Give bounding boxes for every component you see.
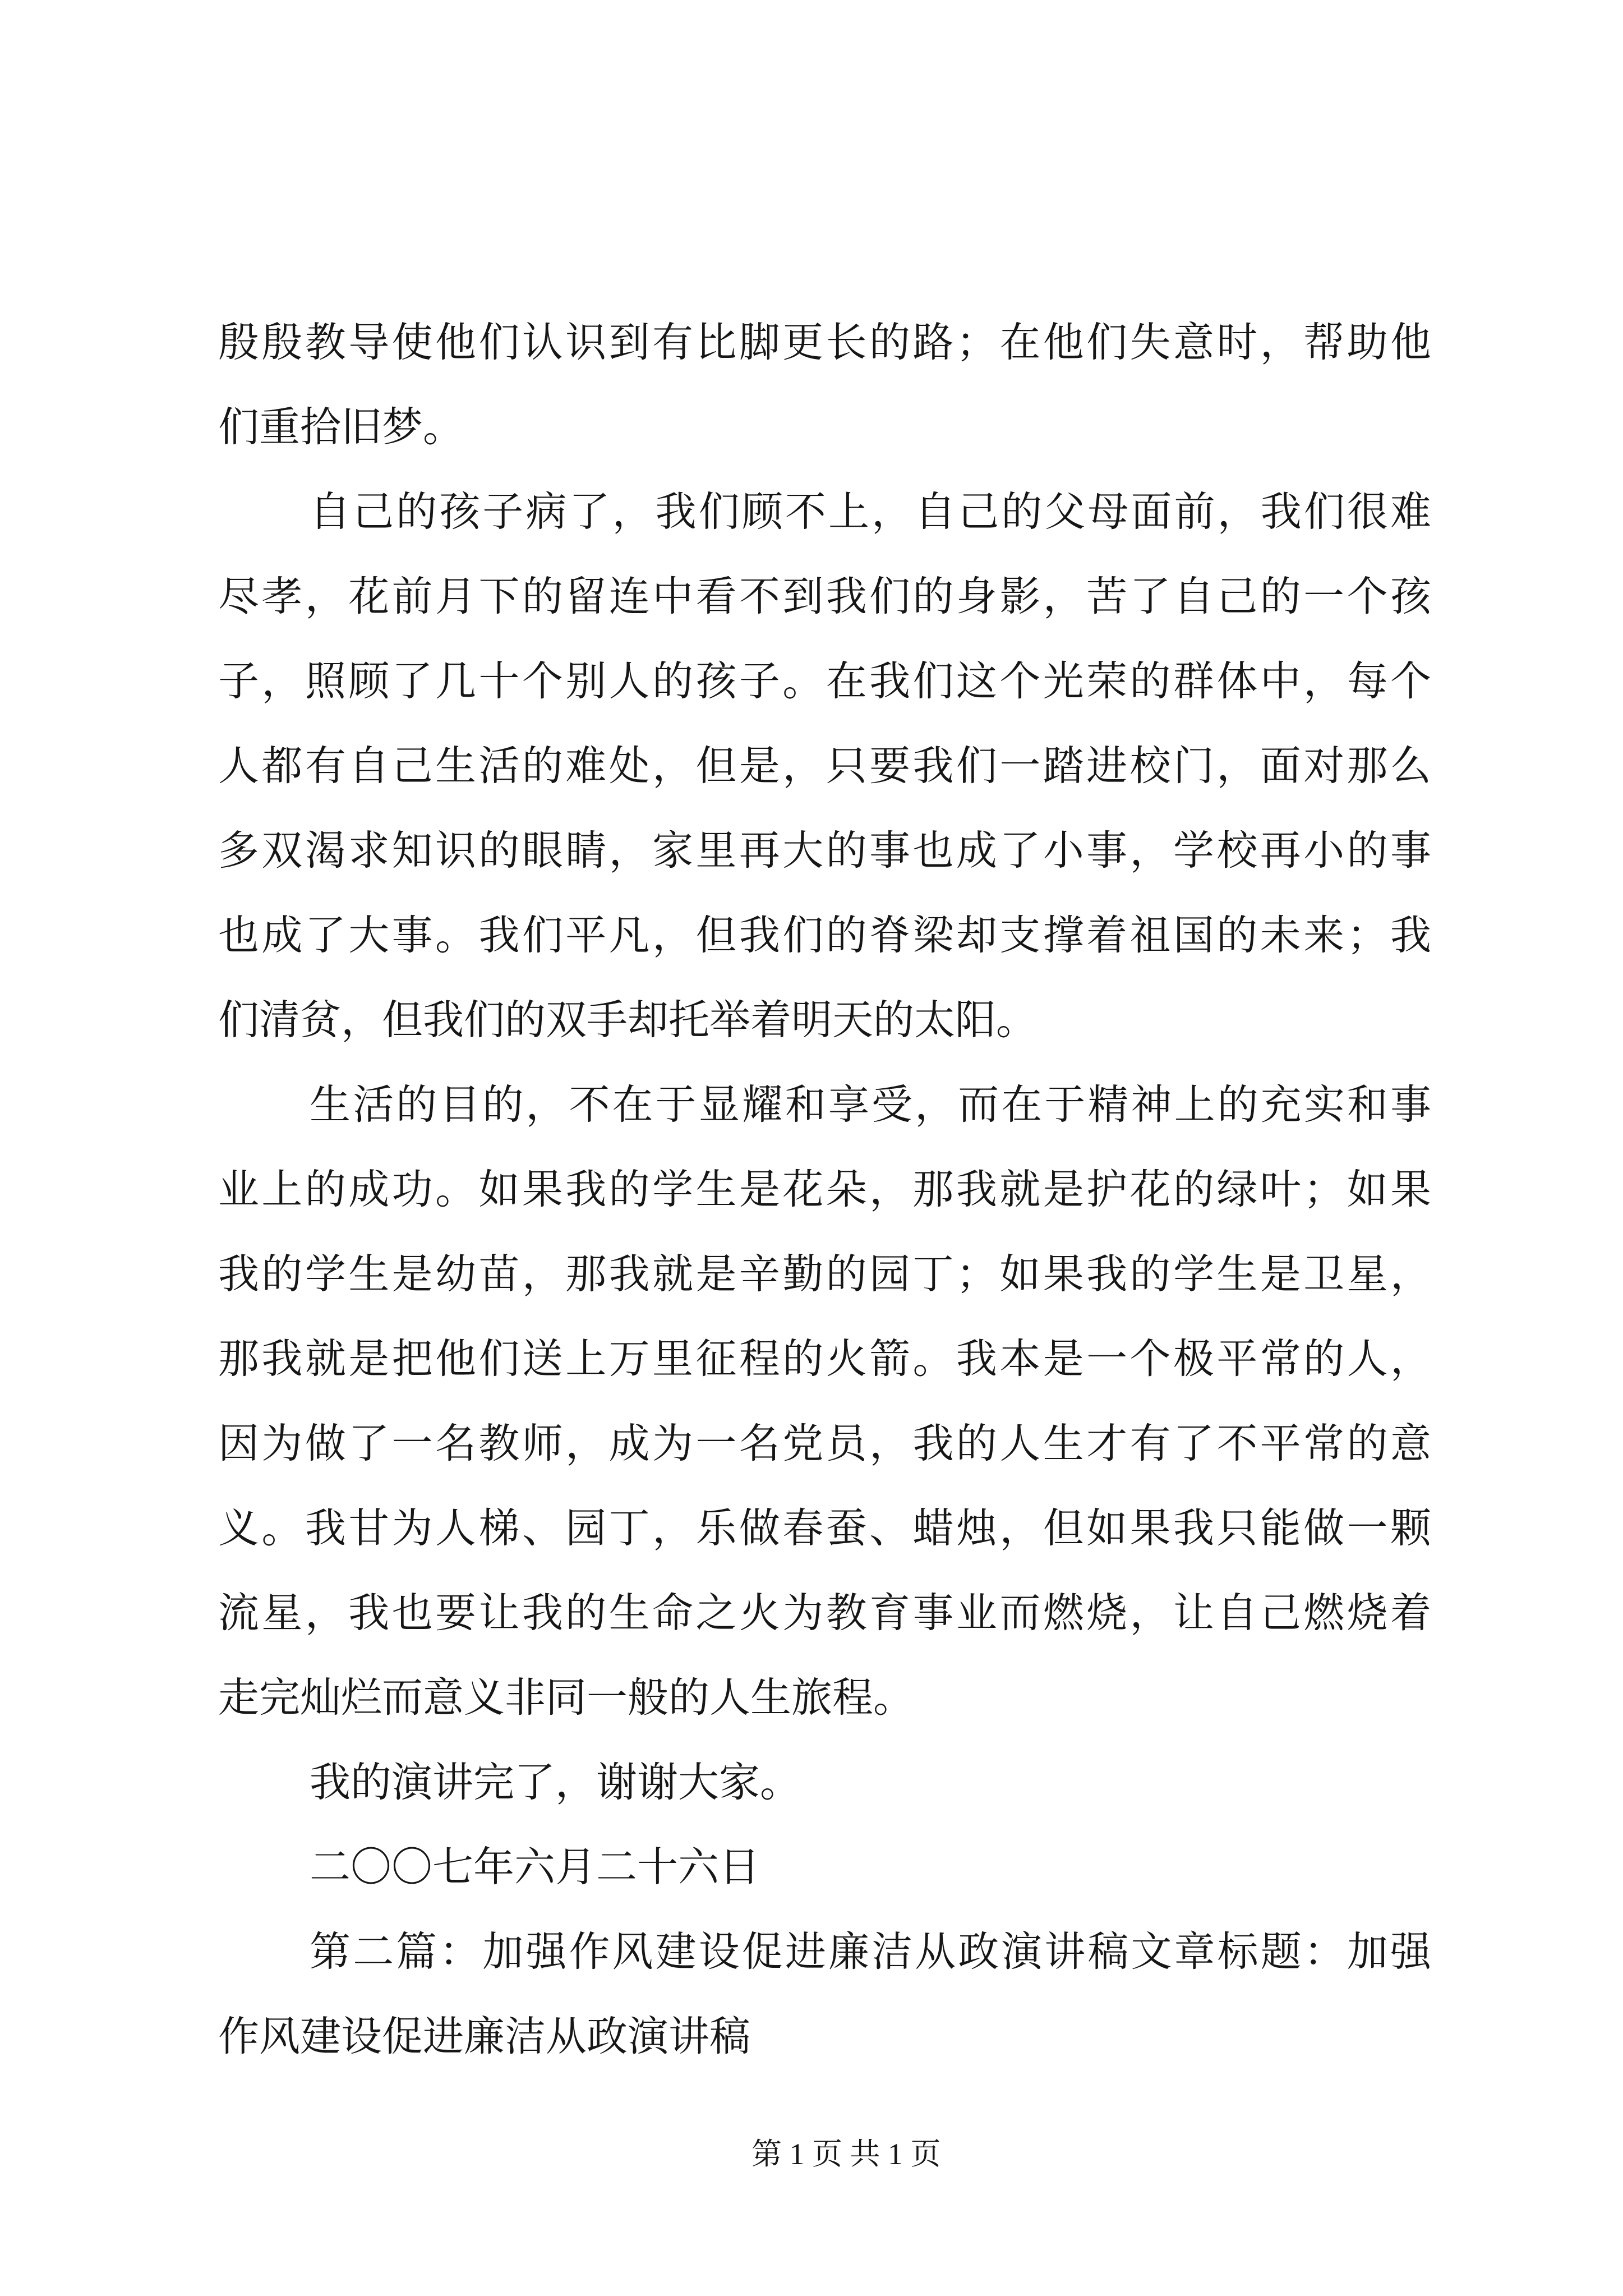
paragraph-continued [218, 300, 1431, 470]
text-line: 因为做了一名教师，成为一名党员，我的人生才有了不平常的意 [218, 1420, 1431, 1467]
text-line: 尽孝，花前月下的留连中看不到我们的身影，苦了自己的一个孩 [218, 573, 1431, 620]
text-line: 那我就是把他们送上万里征程的火箭。我本是一个极平常的人， [218, 1335, 1431, 1383]
text-line: 义。我甘为人梯、园丁，乐做春蚕、蜡烛，但如果我只能做一颗 [218, 1504, 1431, 1552]
text-line: 们清贫，但我们的双手却托举着明天的太阳。 [218, 996, 1037, 1044]
date-line [218, 1825, 1431, 1910]
text-line: 我的学生是幼苗，那我就是辛勤的园丁；如果我的学生是卫星， [218, 1250, 1431, 1298]
text-line: 自己的孩子病了，我们顾不上，自己的父母面前，我们很难 [310, 488, 1431, 536]
text-line: 生活的目的，不在于显耀和享受，而在于精神上的充实和事 [310, 1081, 1431, 1129]
body-text [218, 300, 1431, 2079]
text-line: 我的演讲完了，谢谢大家。 [310, 1759, 801, 1806]
next-article-title [218, 1910, 1431, 2079]
text-line: 多双渴求知识的眼睛，家里再大的事也成了小事，学校再小的事 [218, 827, 1431, 875]
text-line: 殷殷教导使他们认识到有比脚更长的路；在他们失意时，帮助他 [218, 319, 1431, 366]
closing-remark [218, 1740, 1431, 1825]
page-footer: 第 1 页 共 1 页 [751, 2137, 941, 2171]
text-line: 二〇〇七年六月二十六日 [310, 1843, 760, 1891]
text-line: 们重拾旧梦。 [218, 403, 464, 451]
text-line: 第二篇：加强作风建设促进廉洁从政演讲稿文章标题：加强 [310, 1928, 1431, 1976]
text-line: 也成了大事。我们平凡，但我们的脊梁却支撑着祖国的未来；我 [218, 912, 1431, 959]
text-line: 子，照顾了几十个别人的孩子。在我们这个光荣的群体中，每个 [218, 657, 1431, 705]
paragraph [218, 470, 1431, 1062]
text-line: 业上的成功。如果我的学生是花朵，那我就是护花的绿叶；如果 [218, 1166, 1431, 1213]
text-line: 人都有自己生活的难处，但是，只要我们一踏进校门，面对那么 [218, 742, 1431, 790]
paragraph [218, 1062, 1431, 1740]
text-line: 作风建设促进廉洁从政演讲稿 [218, 2013, 750, 2060]
text-line: 走完灿烂而意义非同一般的人生旅程。 [218, 1674, 914, 1722]
text-line: 流星，我也要让我的生命之火为教育事业而燃烧，让自己燃烧着 [218, 1589, 1431, 1637]
